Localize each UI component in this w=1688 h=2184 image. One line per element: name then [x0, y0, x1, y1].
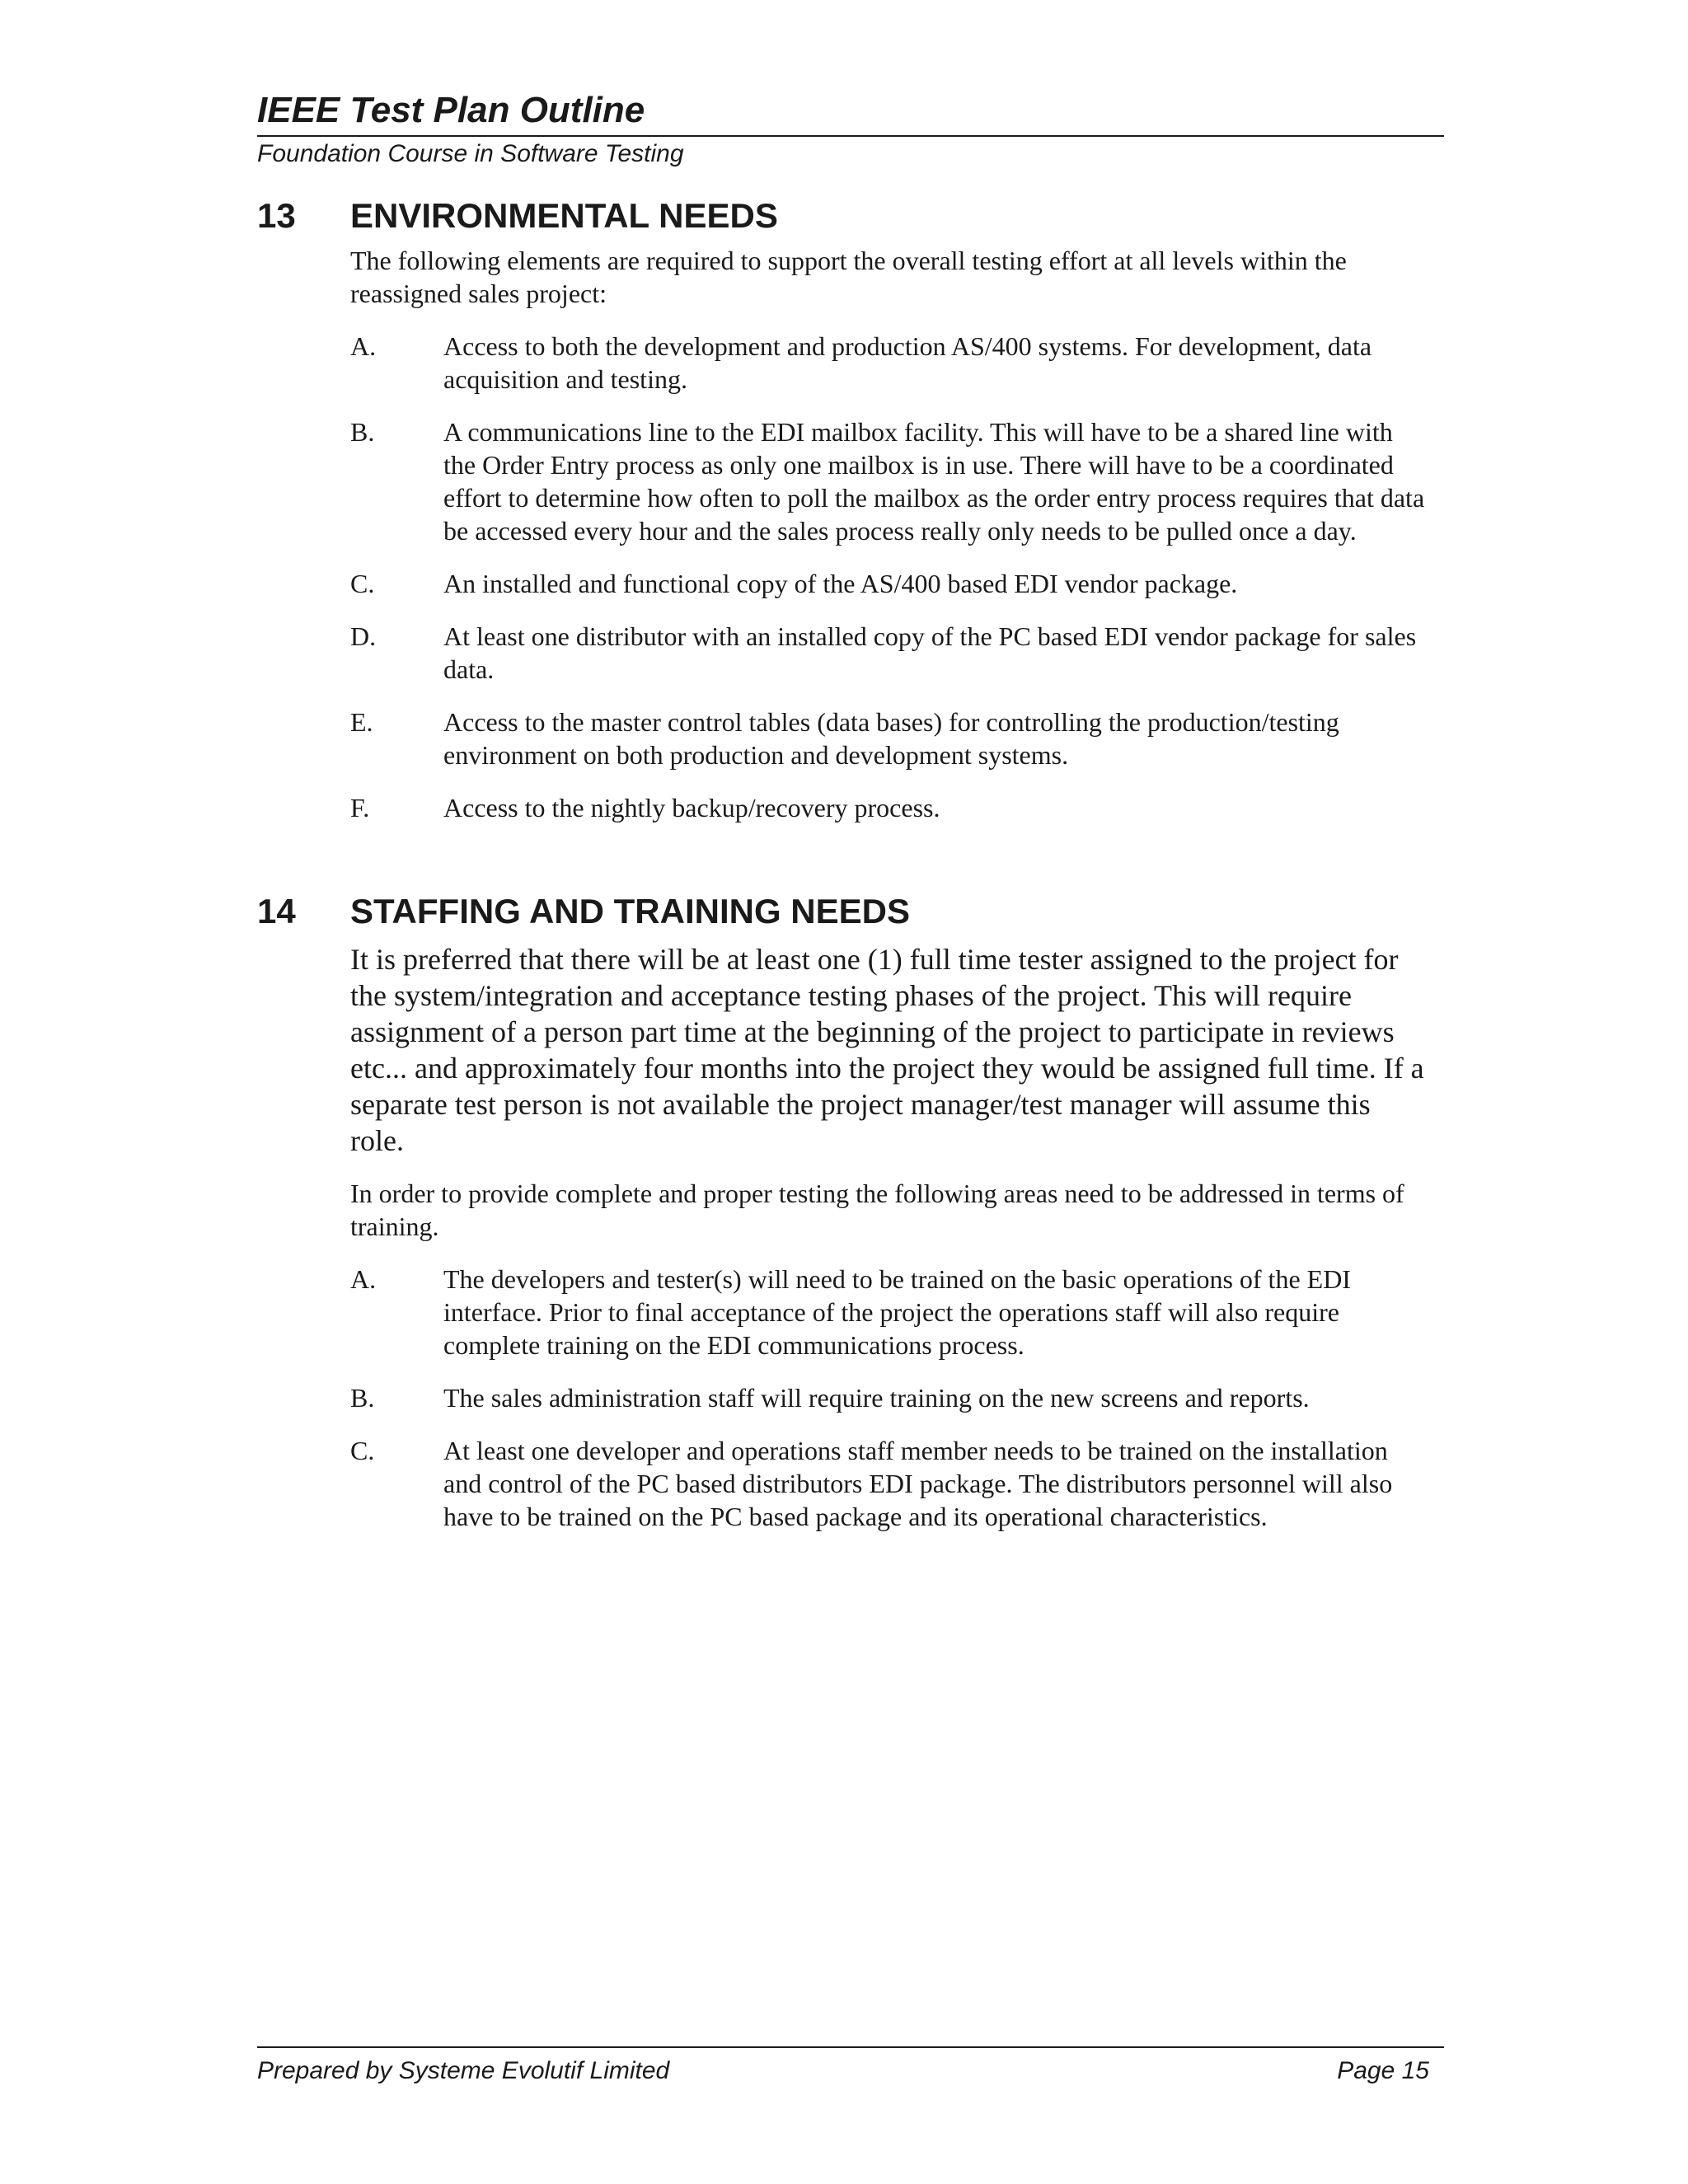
section-staffing-training-needs — [257, 890, 1444, 1533]
section-body — [350, 941, 1430, 1533]
section-body — [350, 244, 1430, 824]
list-item — [350, 705, 1430, 771]
list-item — [350, 1434, 1430, 1533]
footer-row — [257, 2055, 1444, 2088]
training-list — [350, 1263, 1430, 1533]
section-number: 14 — [257, 892, 296, 930]
list-item-text: The sales administration staff will require training on the new screens and reports. — [443, 1383, 1310, 1413]
page-footer — [257, 2046, 1444, 2088]
list-item — [350, 1381, 1430, 1414]
list-item-text: At least one distributor with an installed copy of the PC based EDI vendor package for sales data. — [443, 621, 1417, 684]
list-item-letter: A. — [350, 331, 377, 361]
list-item — [350, 791, 1430, 824]
section-number: 13 — [257, 196, 296, 235]
page-header — [257, 89, 1444, 170]
prepared-by-text: Prepared by Systeme Evolutif Limited — [257, 2057, 670, 2084]
list-item — [350, 567, 1430, 600]
section-heading — [257, 890, 1444, 933]
list-item-text: An installed and functional copy of the AS/400 based EDI vendor package. — [443, 569, 1238, 598]
list-item-letter: E. — [350, 707, 373, 737]
list-item-text: The developers and tester(s) will need to be trained on the basic operations of the EDI interface. Prior to final acceptance of the project the operations staff will also require complete training on the EDI communications process. — [443, 1264, 1351, 1360]
list-item — [350, 415, 1430, 547]
document-subtitle: Foundation Course in Software Testing — [257, 140, 684, 167]
list-item-letter: C. — [350, 1436, 375, 1465]
list-item-text: Access to the nightly backup/recovery process. — [443, 793, 940, 823]
list-item-letter: C. — [350, 569, 375, 598]
list-item-letter: F. — [350, 793, 370, 823]
section-environmental-needs — [257, 194, 1444, 824]
training-intro-paragraph: In order to provide complete and proper testing the following areas need to be addressed in terms of training. — [350, 1179, 1404, 1241]
section-title: ENVIRONMENTAL NEEDS — [350, 196, 778, 235]
list-item — [350, 1263, 1430, 1361]
header-divider — [257, 135, 1444, 137]
section-intro-paragraph: The following elements are required to support the overall testing effort at all levels within the reassigned sales project: — [350, 246, 1347, 308]
list-item — [350, 330, 1430, 396]
page-number: Page 15 — [1337, 2057, 1429, 2084]
list-item-text: Access to the master control tables (data bases) for controlling the production/testing environment on both production and development systems. — [443, 707, 1339, 770]
staffing-paragraph: It is preferred that there will be at least one (1) full time tester assigned to the project for the system/integration and acceptance testing phases of the project. This will require assignment of a person part time at the beginning of the project to participate in reviews etc... and approximately four months into the project they would be assigned full time. If a separate test person is not available the project manager/test manager will assume this role. — [350, 943, 1424, 1157]
section-title: STAFFING AND TRAINING NEEDS — [350, 892, 910, 930]
footer-divider — [257, 2046, 1444, 2048]
list-item-text: At least one developer and operations staff member needs to be trained on the installation and control of the PC based distributors EDI package. The distributors personnel will also have to be trained on the PC based package and its operational characteristics. — [443, 1436, 1393, 1531]
list-item-letter: B. — [350, 1383, 375, 1413]
list-item-text: A communications line to the EDI mailbox facility. This will have to be a shared line with the Order Entry process as only one mailbox is in use. There will have to be a coordinated effort to determine how often to poll the mailbox as the order entry process requires that data be accessed every hour and the sales process really only needs to be pulled once a day. — [443, 417, 1425, 546]
document-title: IEEE Test Plan Outline — [257, 90, 645, 130]
section-heading — [257, 194, 1444, 237]
list-item-letter: B. — [350, 417, 375, 447]
list-item-letter: D. — [350, 621, 377, 651]
list-item — [350, 620, 1430, 686]
list-item-text: Access to both the development and production AS/400 systems. For development, data acquisition and testing. — [443, 331, 1372, 394]
environment-list — [350, 330, 1430, 824]
list-item-letter: A. — [350, 1264, 377, 1294]
